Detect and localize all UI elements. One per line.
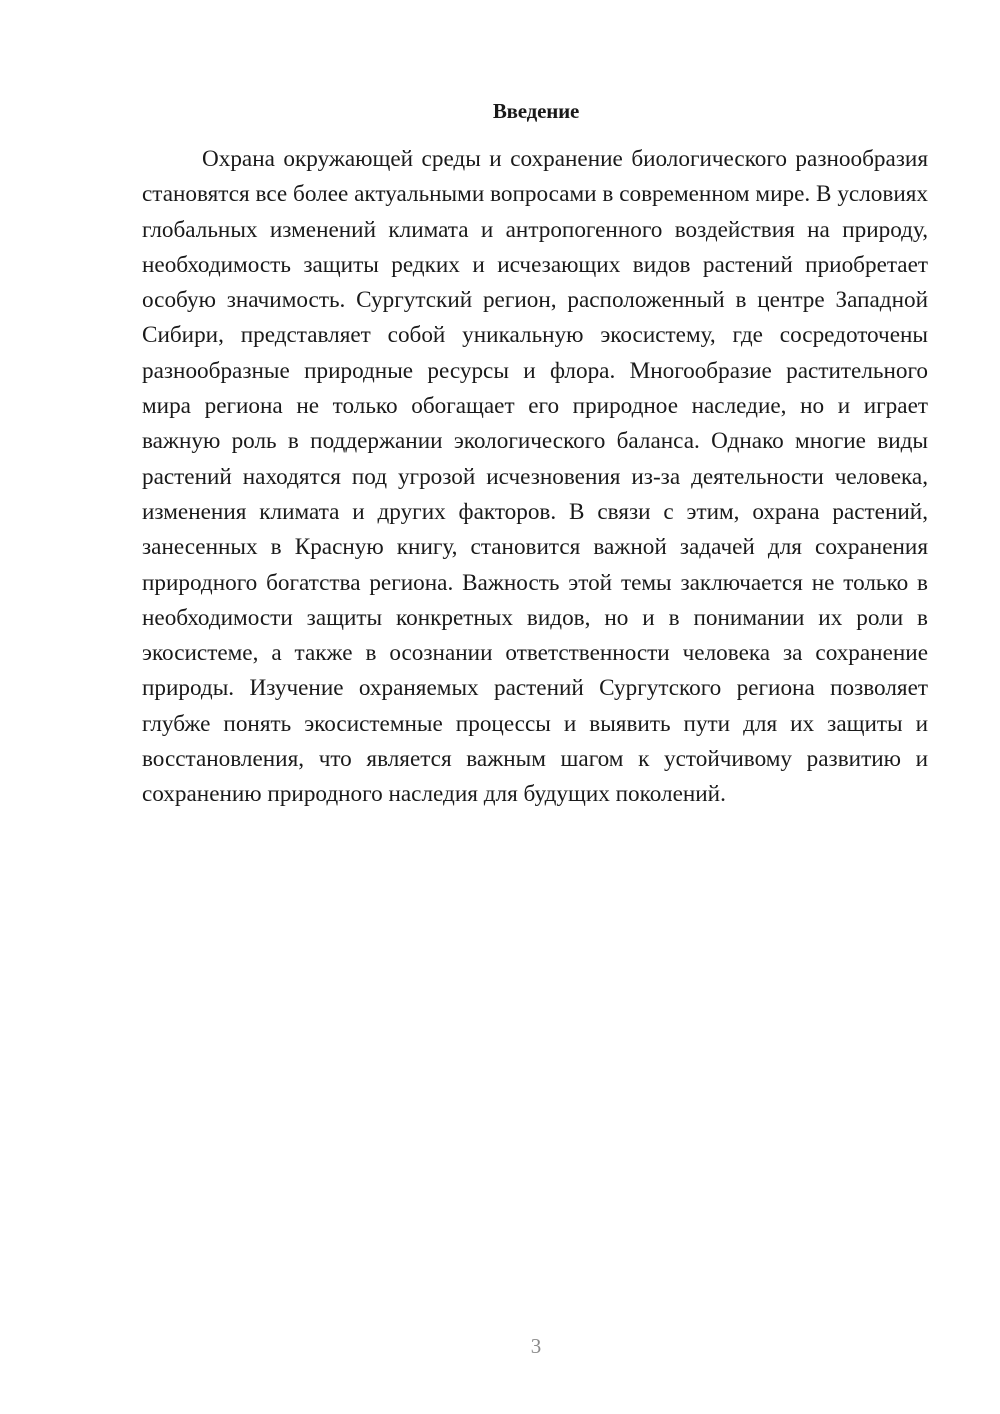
page-number: 3 bbox=[530, 1334, 542, 1358]
section-heading: Введение bbox=[492, 99, 580, 123]
body-paragraph: Охрана окружающей среды и сохранение биологического разнообразия становятся все более актуальными вопросами в современном мире. В условиях глобальных изменений климата и антропогенного воздействия на природу, необходимость защиты редких и исчезающих видов растений приобретает особую значимость. Сургутский регион, расположенный в центре Западной Сибири, представляет собой уникальную экосистему, где сосредоточены разнообразные природные ресурсы и флора. Многообразие растительного мира региона не только обогащает его природное наследие, но и играет важную роль в поддержании экологического баланса. Однако многие виды растений находятся под угрозой исчезновения из-за деятельности человека, изменения климата и других факторов. В связи с этим, охрана растений, занесенных в Красную книгу, становится важной задачей для сохранения природного богатства региона. Важность этой темы заключается не только в необходимости защиты конкретных видов, но и в понимании их роли в экосистеме, а также в осознании ответственности человека за сохранение природы. Изучение охраняемых растений Сургутского региона позволяет глубже понять экосистемные процессы и выявить пути для их защиты и восстановления, что является важным шагом к устойчивому развитию и сохранению природного наследия для будущих поколений. bbox=[142, 146, 928, 808]
